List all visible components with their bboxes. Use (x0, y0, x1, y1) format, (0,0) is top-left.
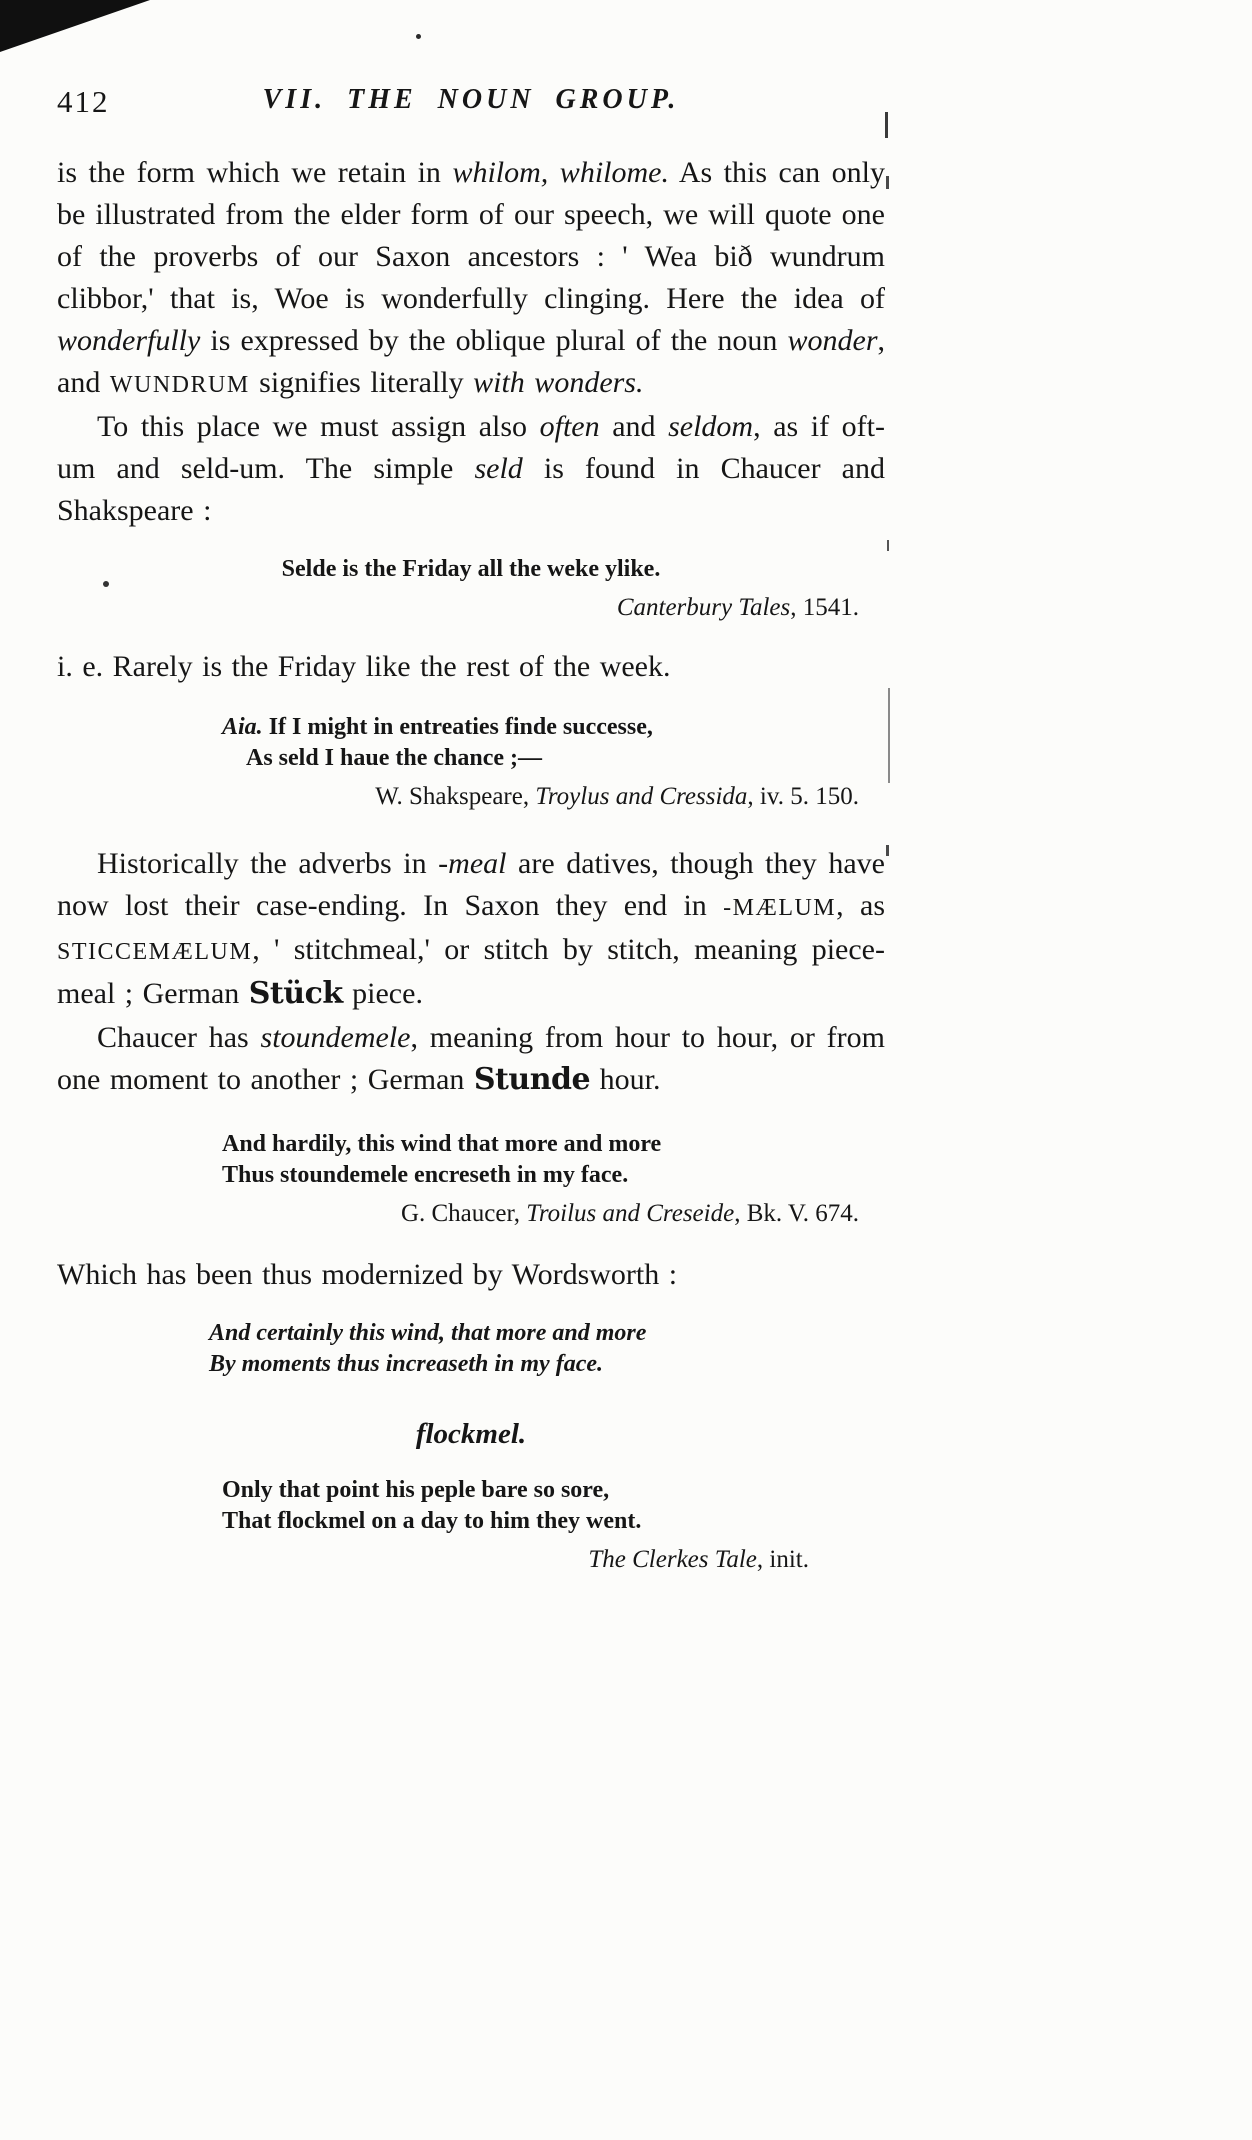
paragraph-ie-rarely (57, 646, 885, 688)
text-segment: And hardily, this wind that more and more (222, 1131, 662, 1157)
text-segment: Selde is the Friday all the weke ylike. (281, 556, 661, 582)
verse-quote-canterbury (57, 554, 885, 624)
text-segment: whilom, whilome. (452, 156, 669, 189)
verse-line (222, 712, 885, 743)
verse-line (222, 1129, 885, 1160)
text-segment: WUNDRUM (109, 372, 250, 398)
text-segment: As this can only be illustrated from the elder form of our speech, we will quote one of the proverbs of our Saxon ancestors : ' Wea bið wundrum clibbor,' that is, Woe is wonderfully clinging. Here the idea of (57, 156, 885, 315)
verse-line (222, 1506, 885, 1537)
text-segment: And certainly this wind, that more and more (209, 1320, 647, 1346)
text-segment: , and (57, 324, 885, 399)
text-segment: G. Chaucer, (400, 1200, 527, 1227)
text-segment: Historically the adverbs in (97, 847, 439, 880)
text-segment: W. Shakspeare, (375, 783, 536, 810)
scan-artifact-edge-mark (886, 845, 889, 856)
verse-line (222, 1475, 885, 1506)
verse-line (209, 1318, 885, 1349)
scan-artifact-edge-mark (888, 688, 890, 783)
text-segment: As seld I haue the chance ;— (246, 745, 543, 771)
text-segment: , init. (756, 1546, 809, 1573)
text-segment: STICCEMÆLUM (57, 939, 253, 965)
quote-attribution (222, 1544, 885, 1576)
section-heading-flockmel (57, 1418, 885, 1451)
verse-quote-wordsworth (57, 1318, 885, 1380)
text-segment: , iv. 5. 150. (747, 783, 859, 810)
text-segment: Troylus and Cressida (535, 783, 748, 810)
text-segment: Troilus and Creseide (526, 1200, 735, 1227)
scan-artifact-edge-mark (885, 112, 888, 138)
verse-line (209, 1349, 885, 1380)
verse-quote-shakspeare (57, 712, 885, 813)
text-segment: seldom (668, 410, 754, 443)
text-segment: signifies literally (249, 366, 474, 399)
verse-line (222, 1160, 885, 1191)
page-number: 412 (57, 84, 110, 119)
text-segment: To this place we must assign also (97, 410, 540, 443)
scan-artifact-dot (416, 34, 421, 39)
text-segment: , 1541. (790, 594, 859, 621)
text-segment: wonder (787, 324, 878, 357)
text-segment: is the form which we retain in (57, 156, 453, 189)
text-segment: hour. (590, 1063, 661, 1096)
scan-artifact-corner (0, 0, 150, 52)
quote-attribution (57, 592, 885, 624)
text-segment: Only that point his peple bare so sore, (222, 1477, 610, 1503)
text-segment: Canterbury Tales (616, 594, 791, 621)
text-segment: By moments thus increaseth in my face. (209, 1351, 604, 1377)
text-segment: and (599, 410, 669, 443)
verse-line (57, 554, 885, 585)
text-segment: -meal (438, 847, 507, 880)
text-segment: Thus stoundemele encreseth in my face. (222, 1162, 629, 1188)
book-page (57, 84, 885, 1576)
verse-quote-chaucer (57, 1129, 885, 1230)
text-segment: -MÆLUM (723, 895, 837, 921)
scan-artifact-edge-mark (887, 540, 889, 551)
text-segment: seld (474, 452, 523, 485)
paragraph-meal-datives (57, 843, 885, 1015)
text-segment: Aia. (222, 714, 263, 740)
text-segment: , meaning from hour to hour, or from one moment to another ; German (57, 1021, 886, 1096)
text-segment: is found in Chaucer and Shakspeare : (57, 452, 885, 527)
text-segment: piece. (342, 977, 423, 1010)
text-segment: Chaucer has (97, 1021, 261, 1054)
paragraph-stoundemele (57, 1017, 885, 1101)
paragraph-often-seldom (57, 406, 885, 532)
text-segment: flockmel. (415, 1418, 527, 1450)
text-segment: Stunde (473, 1062, 591, 1097)
text-segment: are datives, though they have now lost their case-ending. In Saxon they end in (57, 847, 886, 922)
scan-artifact-edge-mark (886, 176, 889, 189)
text-segment: , as if oft-um and seld-um. The simple (57, 410, 885, 485)
text-segment: i. e. Rarely is the Friday like the rest of the week. (57, 650, 671, 683)
text-segment: Which has been thus modernized by Wordsworth : (57, 1258, 678, 1291)
verse-quote-clerkes-tale (57, 1475, 885, 1576)
text-segment: with wonders. (473, 366, 644, 399)
text-segment: , ' stitchmeal,' or stitch by stitch, meaning piece-meal ; German (57, 933, 885, 1010)
text-segment: If I might in entreaties finde successe, (262, 714, 653, 740)
text-segment: The Clerkes Tale (588, 1546, 757, 1573)
text-segment: is expressed by the oblique plural of the noun (200, 324, 788, 357)
page-header (57, 84, 885, 126)
text-segment: , Bk. V. 674. (734, 1200, 859, 1227)
verse-line (222, 743, 885, 774)
text-segment: That flockmel on a day to him they went. (222, 1508, 642, 1534)
text-segment: wonderfully (57, 324, 201, 357)
quote-attribution (222, 781, 885, 813)
paragraph-wordsworth-intro (57, 1254, 885, 1296)
paragraph-whilom (57, 152, 885, 406)
running-title: VII. THE NOUN GROUP. (262, 84, 680, 115)
text-segment: Stück (248, 976, 343, 1011)
text-segment: stoundemele (260, 1021, 411, 1054)
text-segment: often (539, 410, 600, 443)
quote-attribution (222, 1198, 885, 1230)
text-segment: , as (836, 889, 885, 922)
